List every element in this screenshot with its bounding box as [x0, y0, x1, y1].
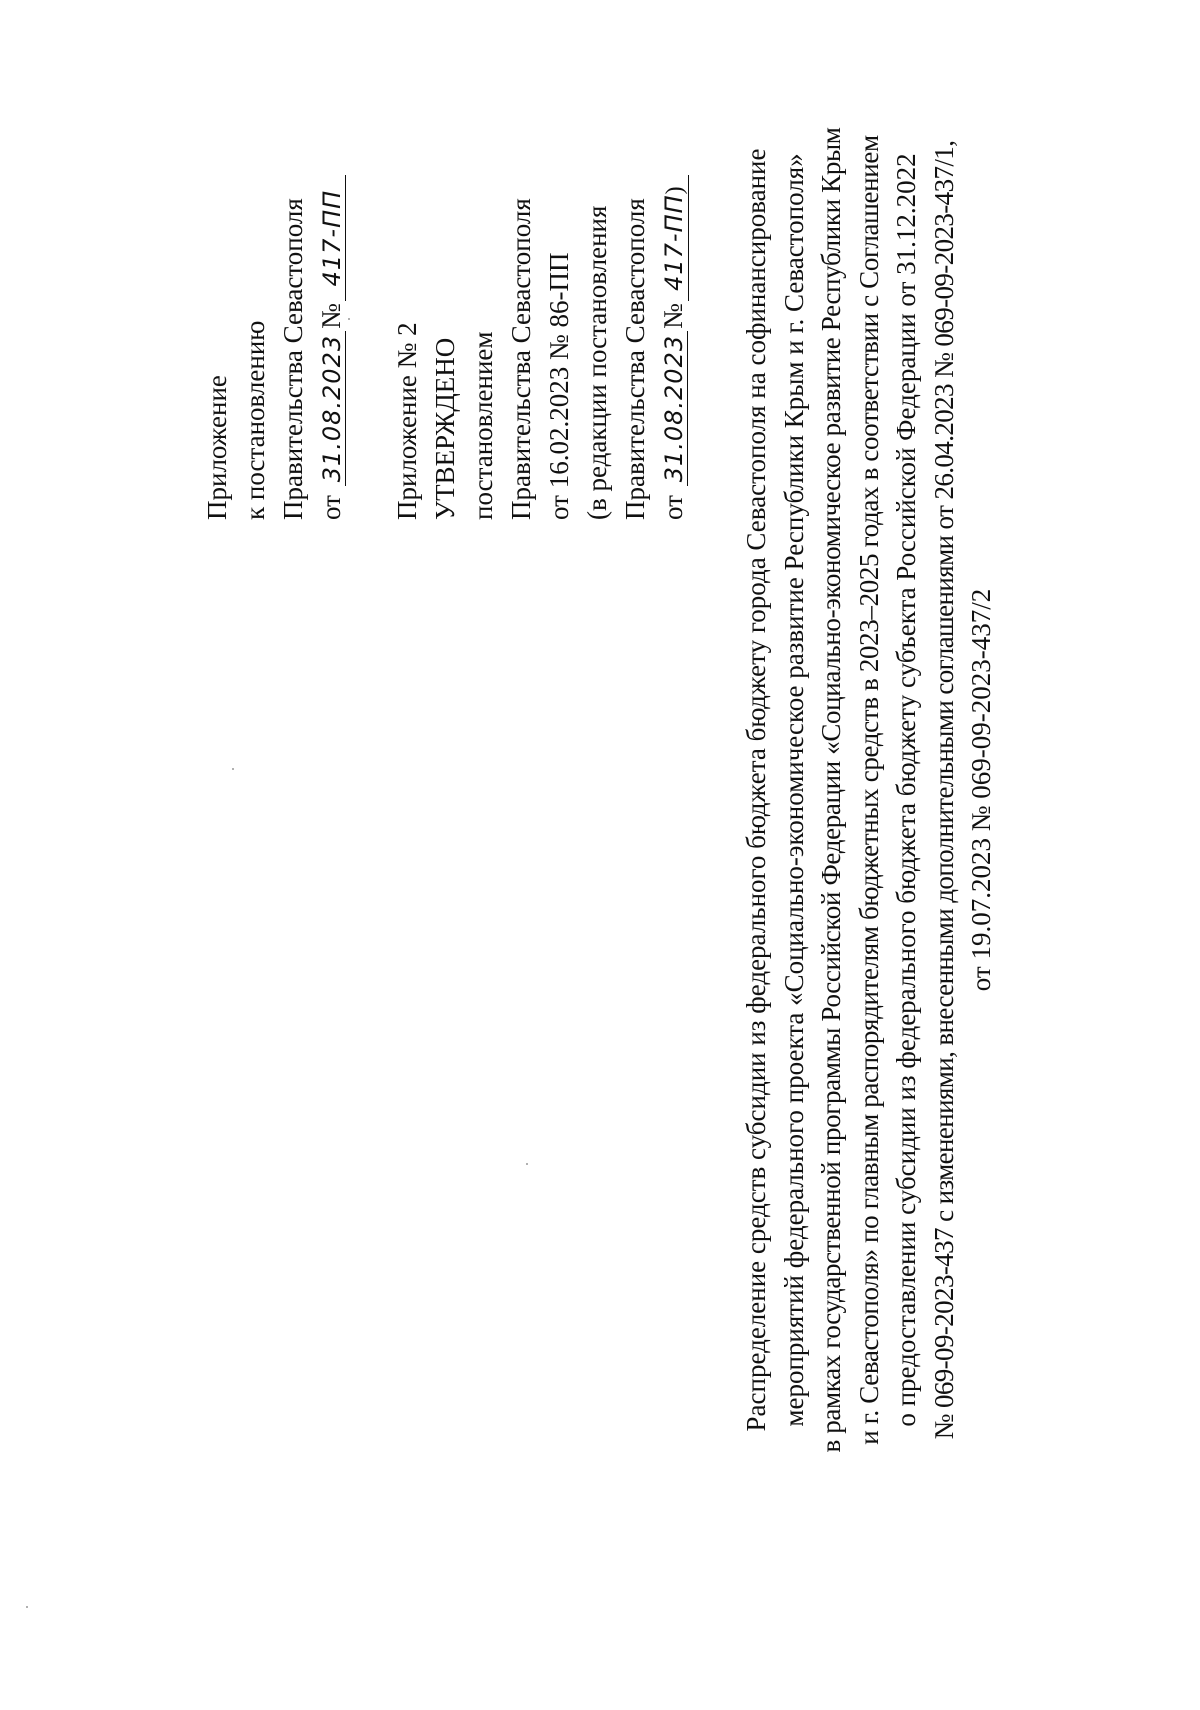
amendment-date-line: [654, 140, 692, 520]
handwritten-amendment-date: 31.08.2023: [661, 331, 688, 486]
heading-line: № 069-09-2023-437 с изменениями, внесенными дополнительными соглашениями от 26.04.2023 № 069-09-2023-437/1,: [928, 140, 959, 1440]
original-decree-reference: от 16.02.2023 № 86-ПП: [544, 252, 574, 520]
decree-date-line: [312, 140, 350, 520]
handwritten-decree-date: 31.08.2023: [319, 331, 346, 486]
government-name: Правительства Севастополя: [278, 198, 308, 520]
appendix-title: Приложение: [202, 375, 232, 520]
number-sign: №: [658, 303, 688, 329]
heading-line: мероприятий федерального проекта «Социально-экономическое развитие Республики Крым и г. Севастополя»: [778, 153, 809, 1427]
heading-line: Распределение средств субсидии из федерального бюджета бюджету города Севастополя на софинансирование: [741, 148, 771, 1432]
scan-speck: [26, 1606, 28, 1608]
closing-parenthesis: ): [662, 185, 688, 195]
by-decree-label: постановлением: [468, 331, 498, 520]
from-label: от: [658, 495, 688, 520]
government-name: Правительства Севастополя: [506, 198, 536, 520]
approved-label: УТВЕРЖДЕНО: [430, 337, 460, 520]
handwritten-decree-number: 417-ПП: [319, 175, 346, 301]
decree-reference-label: к постановлению: [240, 320, 270, 520]
document-heading: [738, 105, 1001, 1475]
approval-stamp-block: [198, 140, 692, 520]
amendment-note: (в редакции постановления: [582, 205, 612, 520]
amendment-number-value: 417-ПП: [660, 194, 688, 291]
handwritten-amendment-number: [661, 175, 689, 301]
government-name: Правительства Севастополя: [620, 198, 650, 520]
appendix-number: Приложение № 2: [392, 322, 422, 520]
number-sign: №: [316, 303, 346, 329]
scan-speck: [526, 1163, 528, 1165]
scan-speck: [232, 768, 234, 770]
heading-line: и г. Севастополя» по главным распорядителям бюджетных средств в 2023–2025 годах в соответствии с Соглашением: [853, 135, 884, 1445]
from-label: от: [316, 495, 346, 520]
heading-line: в рамках государственной программы Российской Федерации «Социально-экономическое развитие Республики Крым: [816, 127, 846, 1453]
spacer: [350, 140, 388, 520]
heading-line: о предоставлении субсидии из федерального бюджета бюджету субъекта Российской Федерации от 31.12.2022: [891, 153, 921, 1427]
heading-line: от 19.07.2023 № 069-09-2023-437/2: [966, 588, 996, 992]
scan-speck: [348, 318, 350, 320]
